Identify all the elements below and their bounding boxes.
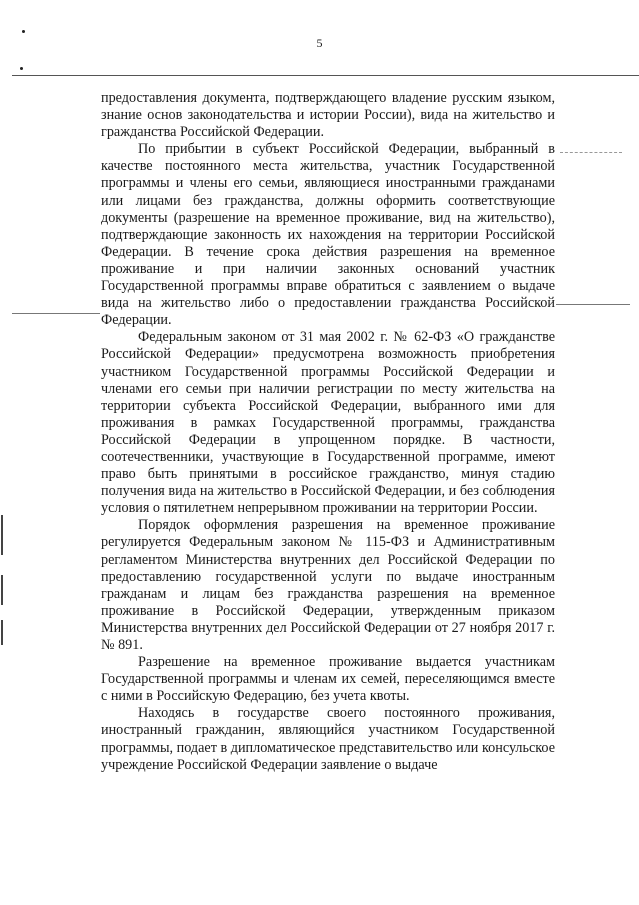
body-text bbox=[101, 90, 555, 774]
scan-edge-mark bbox=[1, 620, 3, 645]
scan-edge-mark bbox=[1, 575, 3, 605]
header-rule bbox=[12, 75, 639, 76]
paragraph: Находясь в государстве своего постоянного проживания, иностранный гражданин, являющийся участником Государственной программы, подает в дипломатическое представительство или консульское учреждение Российской Федерации заявление о выдаче bbox=[101, 705, 555, 773]
scan-speck bbox=[22, 30, 25, 33]
paragraph: Разрешение на временное проживание выдается участникам Государственной программы и членам их семей, переселяющимся вместе с ними в Российскую Федерацию, без учета квоты. bbox=[101, 654, 555, 705]
scan-speck bbox=[20, 67, 23, 70]
paragraph: Федеральным законом от 31 мая 2002 г. № 62-ФЗ «О гражданстве Российской Федерации» предусмотрена возможность приобретения участником Государственной программы Российской Федерации и членами его семьи при наличии регистрации по месту жительства на территории субъекта Российской Федерации, выбранного ими для проживания в рамках Государственной программы, гражданства Российской Федерации в упрощенном порядке. В частности, соотечественники, участвующие в Государственной программе, имеют право быть принятыми в российское гражданство, минуя стадию получения вида на жительство в Российской Федерации, и без соблюдения условия о пятилетнем непрерывном проживании на территории России. bbox=[101, 329, 555, 517]
paragraph: По прибытии в субъект Российской Федерации, выбранный в качестве постоянного места жительства, участник Государственной программы и члены его семьи, являющиеся иностранными гражданами или лицами без гражданства, должны оформить соответствующие документы (разрешение на временное проживание, вид на жительство), подтверждающие законность их нахождения на территории Российской Федерации. В течение срока действия разрешения на временное проживание и при наличии законных оснований участник Государственной программы вправе обратиться с заявлением о выдаче вида на жительство либо о предоставлении гражданства Российской Федерации. bbox=[101, 141, 555, 329]
scan-edge-mark bbox=[1, 515, 3, 555]
paragraph: Порядок оформления разрешения на временное проживание регулируется Федеральным законом № 115-ФЗ и Административным регламентом Министерства внутренних дел Российской Федерации по предоставлению государственной услуги по выдаче иностранным гражданам и лицам без гражданства разрешения на временное проживание в Российской Федерации, утвержденным приказом Министерства внутренних дел Российской Федерации от 27 ноября 2017 г. № 891. bbox=[101, 517, 555, 653]
page-number: 5 bbox=[316, 36, 323, 50]
paragraph: предоставления документа, подтверждающего владение русским языком, знание основ законодательства и истории России), вида на жительство и гражданства Российской Федерации. bbox=[101, 90, 555, 141]
scan-artifact-dashes bbox=[560, 152, 622, 153]
scan-artifact-line bbox=[556, 304, 630, 305]
scan-artifact-line bbox=[12, 313, 100, 314]
